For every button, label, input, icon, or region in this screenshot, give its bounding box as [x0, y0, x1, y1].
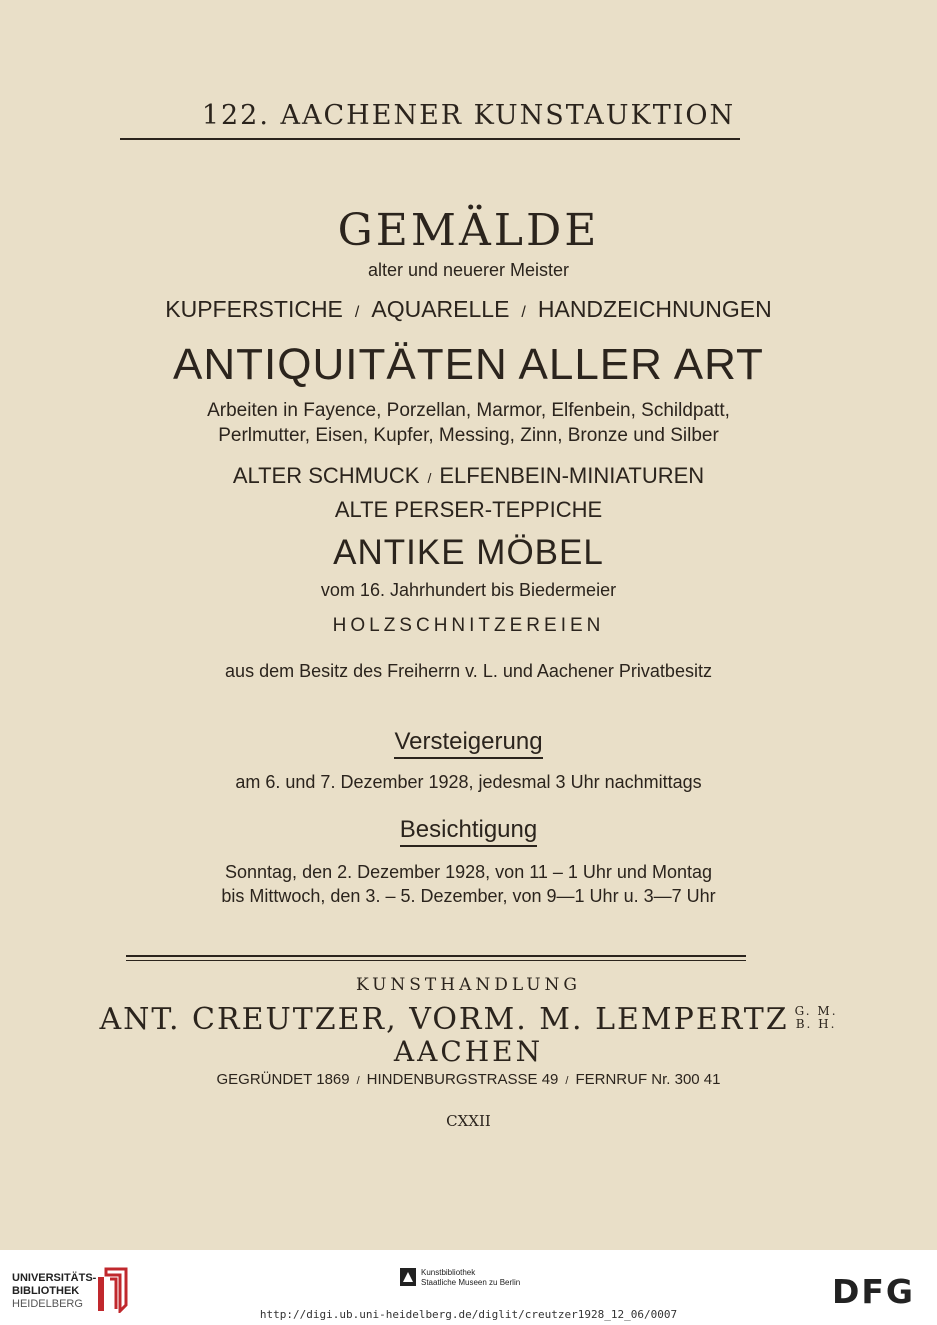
viewing-line-1: Sonntag, den 2. Dezember 1928, von 11 – 1 Uhr und Montag — [225, 862, 712, 882]
jewelry-item: ALTER SCHMUCK — [232, 463, 420, 488]
viewing-line-2: bis Mittwoch, den 3. – 5. Dezember, von 9—1 Uhr u. 3—7 Uhr — [221, 886, 716, 906]
materials-line-1: Arbeiten in Fayence, Porzellan, Marmor, Elfenbein, Schildpatt, — [207, 400, 730, 421]
carvings-line: HOLZSCHNITZEREIEN — [332, 615, 605, 636]
separator: / — [354, 304, 360, 321]
double-rule-bottom — [126, 960, 746, 961]
catalog-number: CXXII — [446, 1112, 491, 1130]
furniture-heading: ANTIKE MÖBEL — [333, 533, 604, 572]
street: HINDENBURGSTRASSE 49 — [366, 1071, 559, 1088]
materials-line-2: Perlmutter, Eisen, Kupfer, Messing, Zinn, Bronze und Silber — [218, 425, 719, 446]
founded: GEGRÜNDET 1869 — [216, 1071, 350, 1088]
category-handzeichnungen: HANDZEICHNUNGEN — [537, 296, 772, 322]
antiquities-heading: ANTIQUITÄTEN ALLER ART — [173, 340, 764, 389]
auction-heading-text: Versteigerung — [394, 728, 542, 759]
carpets-line: ALTE PERSER-TEPPICHE — [334, 497, 603, 522]
kunstbibliothek-text[interactable] — [421, 1268, 520, 1288]
miniatures-item: ELFENBEIN-MINIATUREN — [439, 463, 705, 488]
separator: / — [521, 304, 526, 321]
separator: / — [356, 1075, 360, 1087]
phone: FERNRUF Nr. 300 41 — [575, 1071, 721, 1088]
category-line — [0, 296, 937, 323]
gmbh-mark — [795, 1005, 838, 1031]
main-title: GEMÄLDE — [337, 205, 600, 256]
separator: / — [565, 1075, 569, 1087]
dealer-name — [0, 1002, 937, 1037]
jewelry-line — [0, 463, 937, 489]
header-rule — [120, 138, 740, 140]
viewing-heading-text: Besichtigung — [400, 816, 537, 847]
ub-heidelberg-logo-icon[interactable] — [96, 1265, 130, 1313]
kunstbibliothek-logo-icon[interactable] — [400, 1268, 416, 1286]
title-subtitle: alter und neuerer Meister — [367, 260, 570, 280]
category-kupferstiche: KUPFERSTICHE — [165, 296, 343, 322]
viewing-heading — [0, 816, 937, 844]
gmbh-bottom: B. H. — [795, 1017, 837, 1031]
separator: / — [427, 470, 432, 486]
dealer-name-text: ANT. CREUTZER, VORM. M. LEMPERTZ — [99, 1002, 789, 1037]
auction-heading — [0, 728, 937, 756]
auction-series-title: 122. AACHENER KUNSTAUKTION — [201, 100, 736, 131]
furniture-subtitle: vom 16. Jahrhundert bis Biedermeier — [320, 580, 617, 600]
dealer-city: AACHEN — [393, 1035, 544, 1068]
provenance-line: aus dem Besitz des Freiherrn v. L. und Aachener Privatbesitz — [225, 661, 712, 681]
gmbh-top: G. M. — [794, 1004, 838, 1018]
kunstbibliothek-line-2: Staatliche Museen zu Berlin — [421, 1278, 521, 1287]
library-line-2: BIBLIOTHEK — [12, 1285, 80, 1297]
dealer-label: KUNSTHANDLUNG — [355, 975, 582, 995]
library-line-3: HEIDELBERG — [12, 1298, 83, 1310]
dfg-logo[interactable]: DFG — [832, 1272, 916, 1311]
dealer-address — [0, 1071, 937, 1088]
category-aquarelle: AQUARELLE — [371, 296, 510, 322]
kunstbibliothek-line-1: Kunstbibliothek — [421, 1268, 476, 1277]
permalink-url[interactable]: http://digi.ub.uni-heidelberg.de/diglit/creutzer1928_12_06/0007 — [259, 1308, 678, 1321]
double-rule-top — [126, 955, 746, 957]
library-line-1: UNIVERSITÄTS- — [12, 1272, 97, 1284]
auction-date: am 6. und 7. Dezember 1928, jedesmal 3 Uhr nachmittags — [235, 772, 702, 792]
ub-heidelberg-logo-text[interactable] — [12, 1272, 96, 1311]
